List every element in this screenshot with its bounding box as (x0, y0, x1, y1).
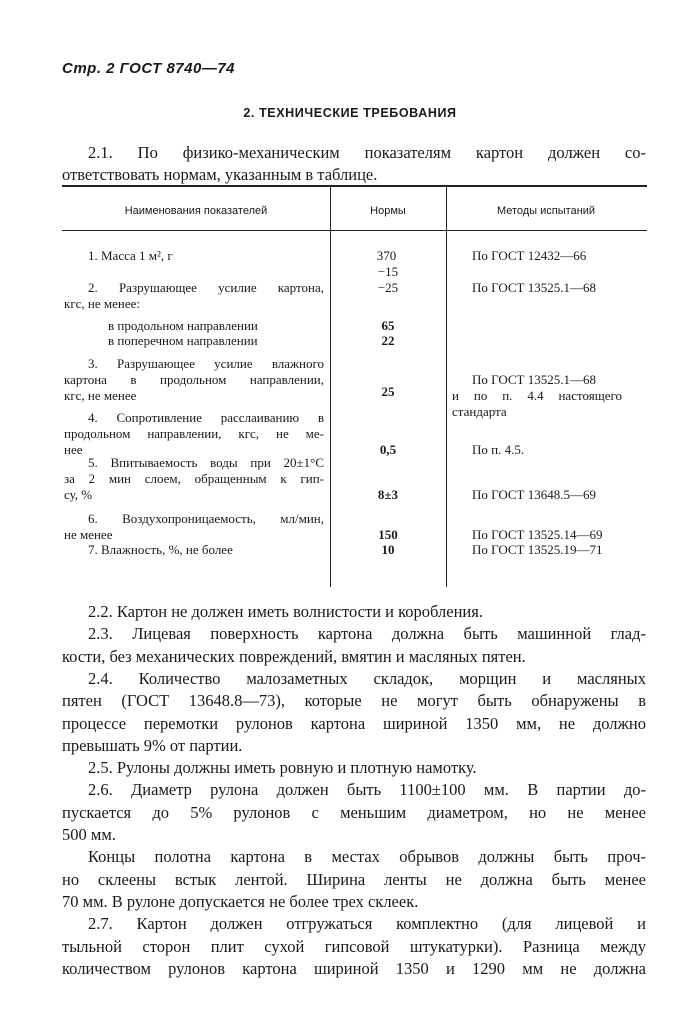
table-top-rule (62, 185, 647, 187)
indicator-name: 3. Разрушающее усилие влажного (88, 356, 324, 371)
header-name: Наименования показателей (124, 205, 268, 217)
text-line: 2.7. Картон должен отгружаться комплектно (для лицевой и (88, 914, 646, 934)
text-line: кости, без механических повреждений, вмятин и масляных пятен. (62, 646, 526, 666)
norm-value: 25 (381, 384, 395, 399)
text-line: 70 мм. В рулоне допускается не более трех склеек. (62, 891, 419, 911)
text-line: 2.1. По физико-механическим показателям картон должен со- (88, 143, 646, 162)
indicator-name: 4. Сопротивление расслаиванию в (88, 410, 324, 425)
indicator-name: нее (64, 442, 83, 457)
test-method: По п. 4.5. (472, 442, 525, 457)
text-line: 500 мм. (62, 825, 116, 844)
page-header: Стр. 2 ГОСТ 8740—74 (62, 60, 235, 77)
indicator-name: 1. Масса 1 м², г (88, 248, 173, 263)
norm-value: 0,5 (379, 442, 397, 457)
section-title: 2. ТЕХНИЧЕСКИЕ ТРЕБОВАНИЯ (243, 106, 457, 120)
column-divider (446, 187, 447, 587)
indicator-name: 5. Впитываемость воды при 20±1°С (88, 455, 324, 470)
test-method: По ГОСТ 13525.14—69 (472, 527, 603, 542)
indicator-name: су, % (64, 487, 93, 502)
norm-value: 8±3 (377, 487, 399, 502)
text-line: количеством рулонов картона шириной 1350 и 1290 мм не должна (62, 958, 646, 978)
indicator-name: в продольном направлении (108, 318, 258, 333)
test-method: По ГОСТ 12432—66 (472, 248, 587, 263)
test-method: По ГОСТ 13525.1—68 (472, 372, 596, 387)
test-method: По ГОСТ 13525.1—68 (472, 280, 596, 295)
norm-value: 22 (381, 333, 395, 348)
norm-value: 150 (378, 527, 398, 542)
text-line: 2.2. Картон не должен иметь волнистости и коробления. (88, 602, 483, 621)
text-line: тыльной сторон плит сухой гипсовой штукатурки). Разница между (62, 936, 646, 956)
test-method: По ГОСТ 13525.19—71 (472, 542, 603, 557)
header-methods: Методы испытаний (496, 205, 596, 217)
indicator-name: в поперечном направлении (108, 333, 258, 348)
indicator-name: за 2 мин слоем, обращенным к гип- (64, 471, 324, 486)
indicator-name: не менее (64, 527, 113, 542)
text-line: пятен (ГОСТ 13648.8—73), которые не могут быть обнаружены в (62, 691, 646, 711)
text-line: но склеены встык лентой. Ширина ленты не должна быть менее (62, 869, 646, 889)
text-line: 2.3. Лицевая поверхность картона должна быть машинной глад- (88, 624, 646, 644)
norm-value: 10 (381, 542, 395, 557)
test-method: По ГОСТ 13648.5—69 (472, 487, 596, 502)
indicator-name: кгс, не менее: (64, 296, 141, 311)
table-header-rule (62, 230, 647, 231)
text-line: превышать 9% от партии. (62, 735, 243, 755)
norm-value: 65 (381, 318, 395, 333)
tolerance (330, 264, 446, 296)
text-line: пускается до 5% рулонов с меньшим диаметром, но не менее (62, 802, 646, 822)
text-line: процессе перемотки рулонов картона шириной 1350 мм, не должно (62, 713, 646, 733)
test-method: стандарта (452, 404, 507, 419)
indicator-name: продольном направлении, кгс, не ме- (64, 426, 324, 441)
indicator-name: кгс, не менее (64, 388, 137, 403)
norm-value (330, 248, 446, 296)
header-norms: Нормы (370, 205, 406, 217)
indicator-name: 2. Разрушающее усилие картона, (88, 280, 324, 295)
indicator-name: 6. Воздухопроницаемость, мл/мин, (88, 511, 324, 526)
text-line: 2.4. Количество малозаметных складок, морщин и масляных (88, 668, 646, 688)
text-line: ответствовать нормам, указанным в таблице. (62, 165, 378, 184)
norm-main: 370 (376, 248, 397, 263)
text-line: 2.6. Диаметр рулона должен быть 1100±100 мм. В партии до- (88, 780, 646, 800)
indicator-name: картона в продольном направлении, (64, 372, 324, 387)
tolerance-lower: −25 (377, 280, 399, 295)
indicator-name: 7. Влажность, %, не более (88, 542, 233, 557)
text-line: 2.5. Рулоны должны иметь ровную и плотную намотку. (88, 758, 477, 778)
text-line: Концы полотна картона в местах обрывов должны быть проч- (88, 847, 646, 867)
tolerance-upper: −15 (377, 264, 399, 279)
test-method: и по п. 4.4 настоящего (452, 388, 622, 403)
